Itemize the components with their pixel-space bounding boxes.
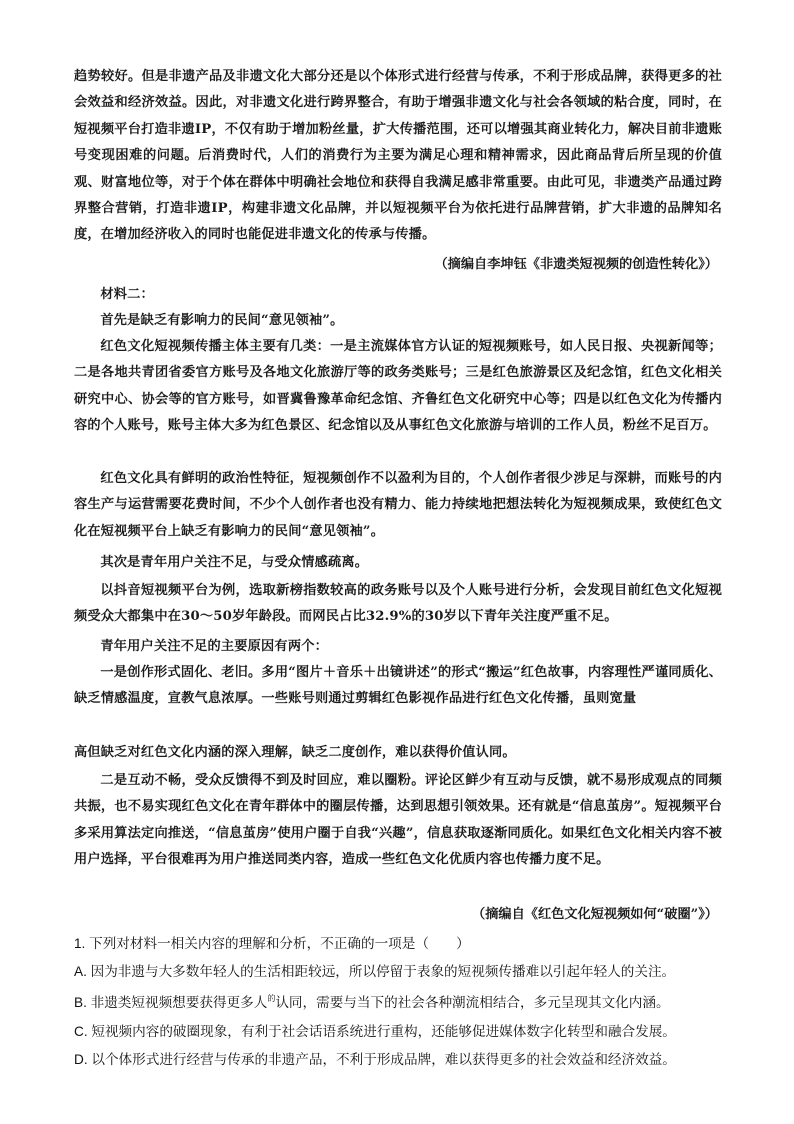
option-b-text-start: B. 非遗类短视频想要获得更多人 <box>74 995 268 1010</box>
material-two-paragraph-2: 红色文化短视频传播主体主要有几类：一是主流媒体官方认证的短视频账号，如人民日报、央视新闻等；二是各地共青团省委官方账号及各地文化旅游厅等的政务类账号；三是红色旅游景区及纪念馆，红色文化相关研究中心、协会等的官方账号，如晋冀鲁豫革命纪念馆、齐鲁红色文化研究中心等；四是以红色文化为传播内容的个人账号，账号主体大多为红色景区、纪念馆以及从事红色文化旅游与培训的工作人员，粉丝不足百万。 <box>74 339 722 434</box>
material-two-paragraph-7a: 一是创作形式固化、老旧。多用“图片＋音乐＋出镜讲述”的形式“搬运”红色故事，内容理性严谨同质化、缺乏情感温度，宣教气息浓厚。一些账号则通过剪辑红色影视作品进行红色文化传播，虽则宽量 <box>74 665 722 707</box>
material-two-paragraph-7b: 高但缺乏对红色文化内涵的深入理解，缺乏二度创作，难以获得价值认同。 <box>74 745 516 760</box>
material-two-paragraph-5: 以抖音短视频平台为例，选取新榜指数较高的政务账号以及个人账号进行分析，会发现目前红色文化短视频受众大都集中在30～50岁年龄段。而网民占比32.9%的30岁以下青年关注度严重不足。 <box>74 583 722 625</box>
material-two-paragraph-3: 红色文化具有鲜明的政治性特征，短视频创作不以盈利为目的，个人创作者很少涉足与深耕，而账号的内容生产与运营需要花费时间，不少个人创作者也没有精力、能力持续地把想法转化为短视频成果，致使红色文化在短视频平台上缺乏有影响力的民间“意见领袖”。 <box>74 471 722 539</box>
material-two-paragraph-1: 首先是缺乏有影响力的民间“意见领袖”。 <box>100 313 344 328</box>
option-d: D. 以个体形式进行经营与传承的非遗产品，不利于形成品牌，难以获得更多的社会效益和经济效益。 <box>74 1052 676 1067</box>
material-two-paragraph-8: 二是互动不畅，受众反馈得不到及时回应，难以圈粉。评论区鲜少有互动与反馈，就不易形成观点的同频共振，也不易实现红色文化在青年群体中的圈层传播，达到思想引领效果。还有就是“信息茧房”。短视频平台多采用算法定向推送，“信息茧房”使用户圈于自我“兴趣”，信息获取逐渐同质化。如果红色文化相关内容不被用户选择，平台很难再为用户推送同类内容，造成一些红色文化优质内容也传播力度不足。 <box>74 773 722 868</box>
material-two-paragraph-4: 其次是青年用户关注不足，与受众情感疏离。 <box>100 555 369 570</box>
option-a: A. 因为非遗与大多数年轻人的生活相距较远，所以停留于表象的短视频传播难以引起年轻人的关注。 <box>74 964 676 979</box>
option-b-text-end: 认同，需要与当下的社会各种潮流相结合，多元呈现其文化内涵。 <box>275 995 670 1010</box>
option-c: C. 短视频内容的破圈现象，有利于社会话语系统进行重构，还能够促进媒体数字化转型和融合发展。 <box>74 1024 676 1039</box>
material-two-paragraph-6: 青年用户关注不足的主要原因有两个： <box>100 639 328 654</box>
material-two-source: （摘编自《红色文化短视频如何“破圈”》） <box>472 907 718 922</box>
option-b <box>74 993 734 1013</box>
material-one-source: （摘编自李坤钰《非遗类短视频的创造性转化》） <box>434 257 718 272</box>
material-one-tail-paragraph: 趋势较好。但是非遗产品及非遗文化大部分还是以个体形式进行经营与传承，不利于形成品牌，获得更多的社会效益和经济效益。因此，对非遗文化进行跨界整合，有助于增强非遗文化与社会各领域的粘合度，同时，在短视频平台打造非遗IP，不仅有助于增加粉丝量，扩大传播范围，还可以增强其商业转化力，解决目前非遗账号变现困难的问题。后消费时代，人们的消费行为主要为满足心理和精神需求，因此商品背后所呈现的价值观、财富地位等，对于个体在群体中明确社会地位和获得自我满足感非常重要。由此可见，非遗类产品通过跨界整合营销，打造非遗IP，构建非遗文化品牌，并以短视频平台为依托进行品牌营销，扩大非遗的品牌知名度，在增加经济收入的同时也能促进非遗文化的传承与传播。 <box>74 69 722 243</box>
question-stem: 1. 下列对材料一相关内容的理解和分析，不正确的一项是（ ） <box>74 936 470 951</box>
material-two-heading: 材料二： <box>100 287 154 302</box>
option-b-superscript-char: 的 <box>267 994 276 1003</box>
